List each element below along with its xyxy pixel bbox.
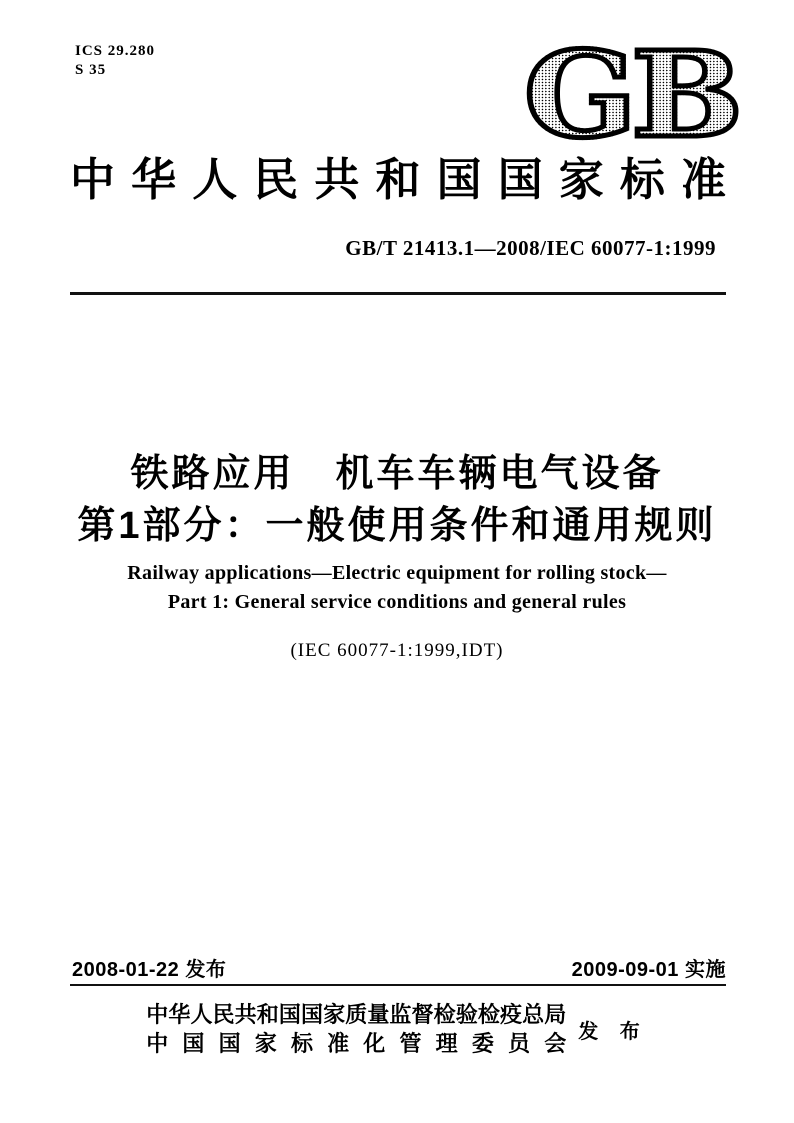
title-chinese-line1: 铁路应用 机车车辆电气设备: [130, 453, 664, 495]
title-english-line2: Part 1: General service conditions and general rules: [167, 591, 627, 613]
national-standard-heading: 中华人民共和国国家标准: [70, 155, 726, 205]
ics-code: ICS 29.280: [75, 43, 156, 59]
title-english-line1: Railway applications—Electric equipment for rolling stock—: [127, 562, 667, 584]
title-chinese-line2: 第1部分：一般使用条件和通用规则: [77, 505, 717, 547]
iec-reference: (IEC 60077-1:1999,IDT): [290, 640, 504, 661]
issuer-group: [146, 1000, 648, 1058]
issuer-line1: 中华人民共和国国家质量监督检验检疫总局: [146, 1002, 567, 1027]
issuer-line2: 中国国家标准化管理委员会: [146, 1031, 567, 1056]
ics-classification-block: [75, 42, 155, 80]
doc-class-code: S 35: [75, 62, 107, 78]
gb-standard-logo: [524, 25, 744, 164]
footer-divider-rule: [70, 984, 726, 986]
publish-label: 发 布: [578, 1020, 648, 1043]
issuer-names: [146, 1000, 566, 1058]
header-divider-rule: [70, 292, 726, 295]
standard-number: GB/T 21413.1—2008/IEC 60077-1:1999: [345, 236, 716, 260]
issue-date: 2008-01-22 发布: [72, 959, 227, 981]
gb-logo-icon: GB: [524, 36, 770, 154]
date-row: [72, 953, 726, 982]
implement-date: 2009-09-01 实施: [571, 959, 726, 981]
